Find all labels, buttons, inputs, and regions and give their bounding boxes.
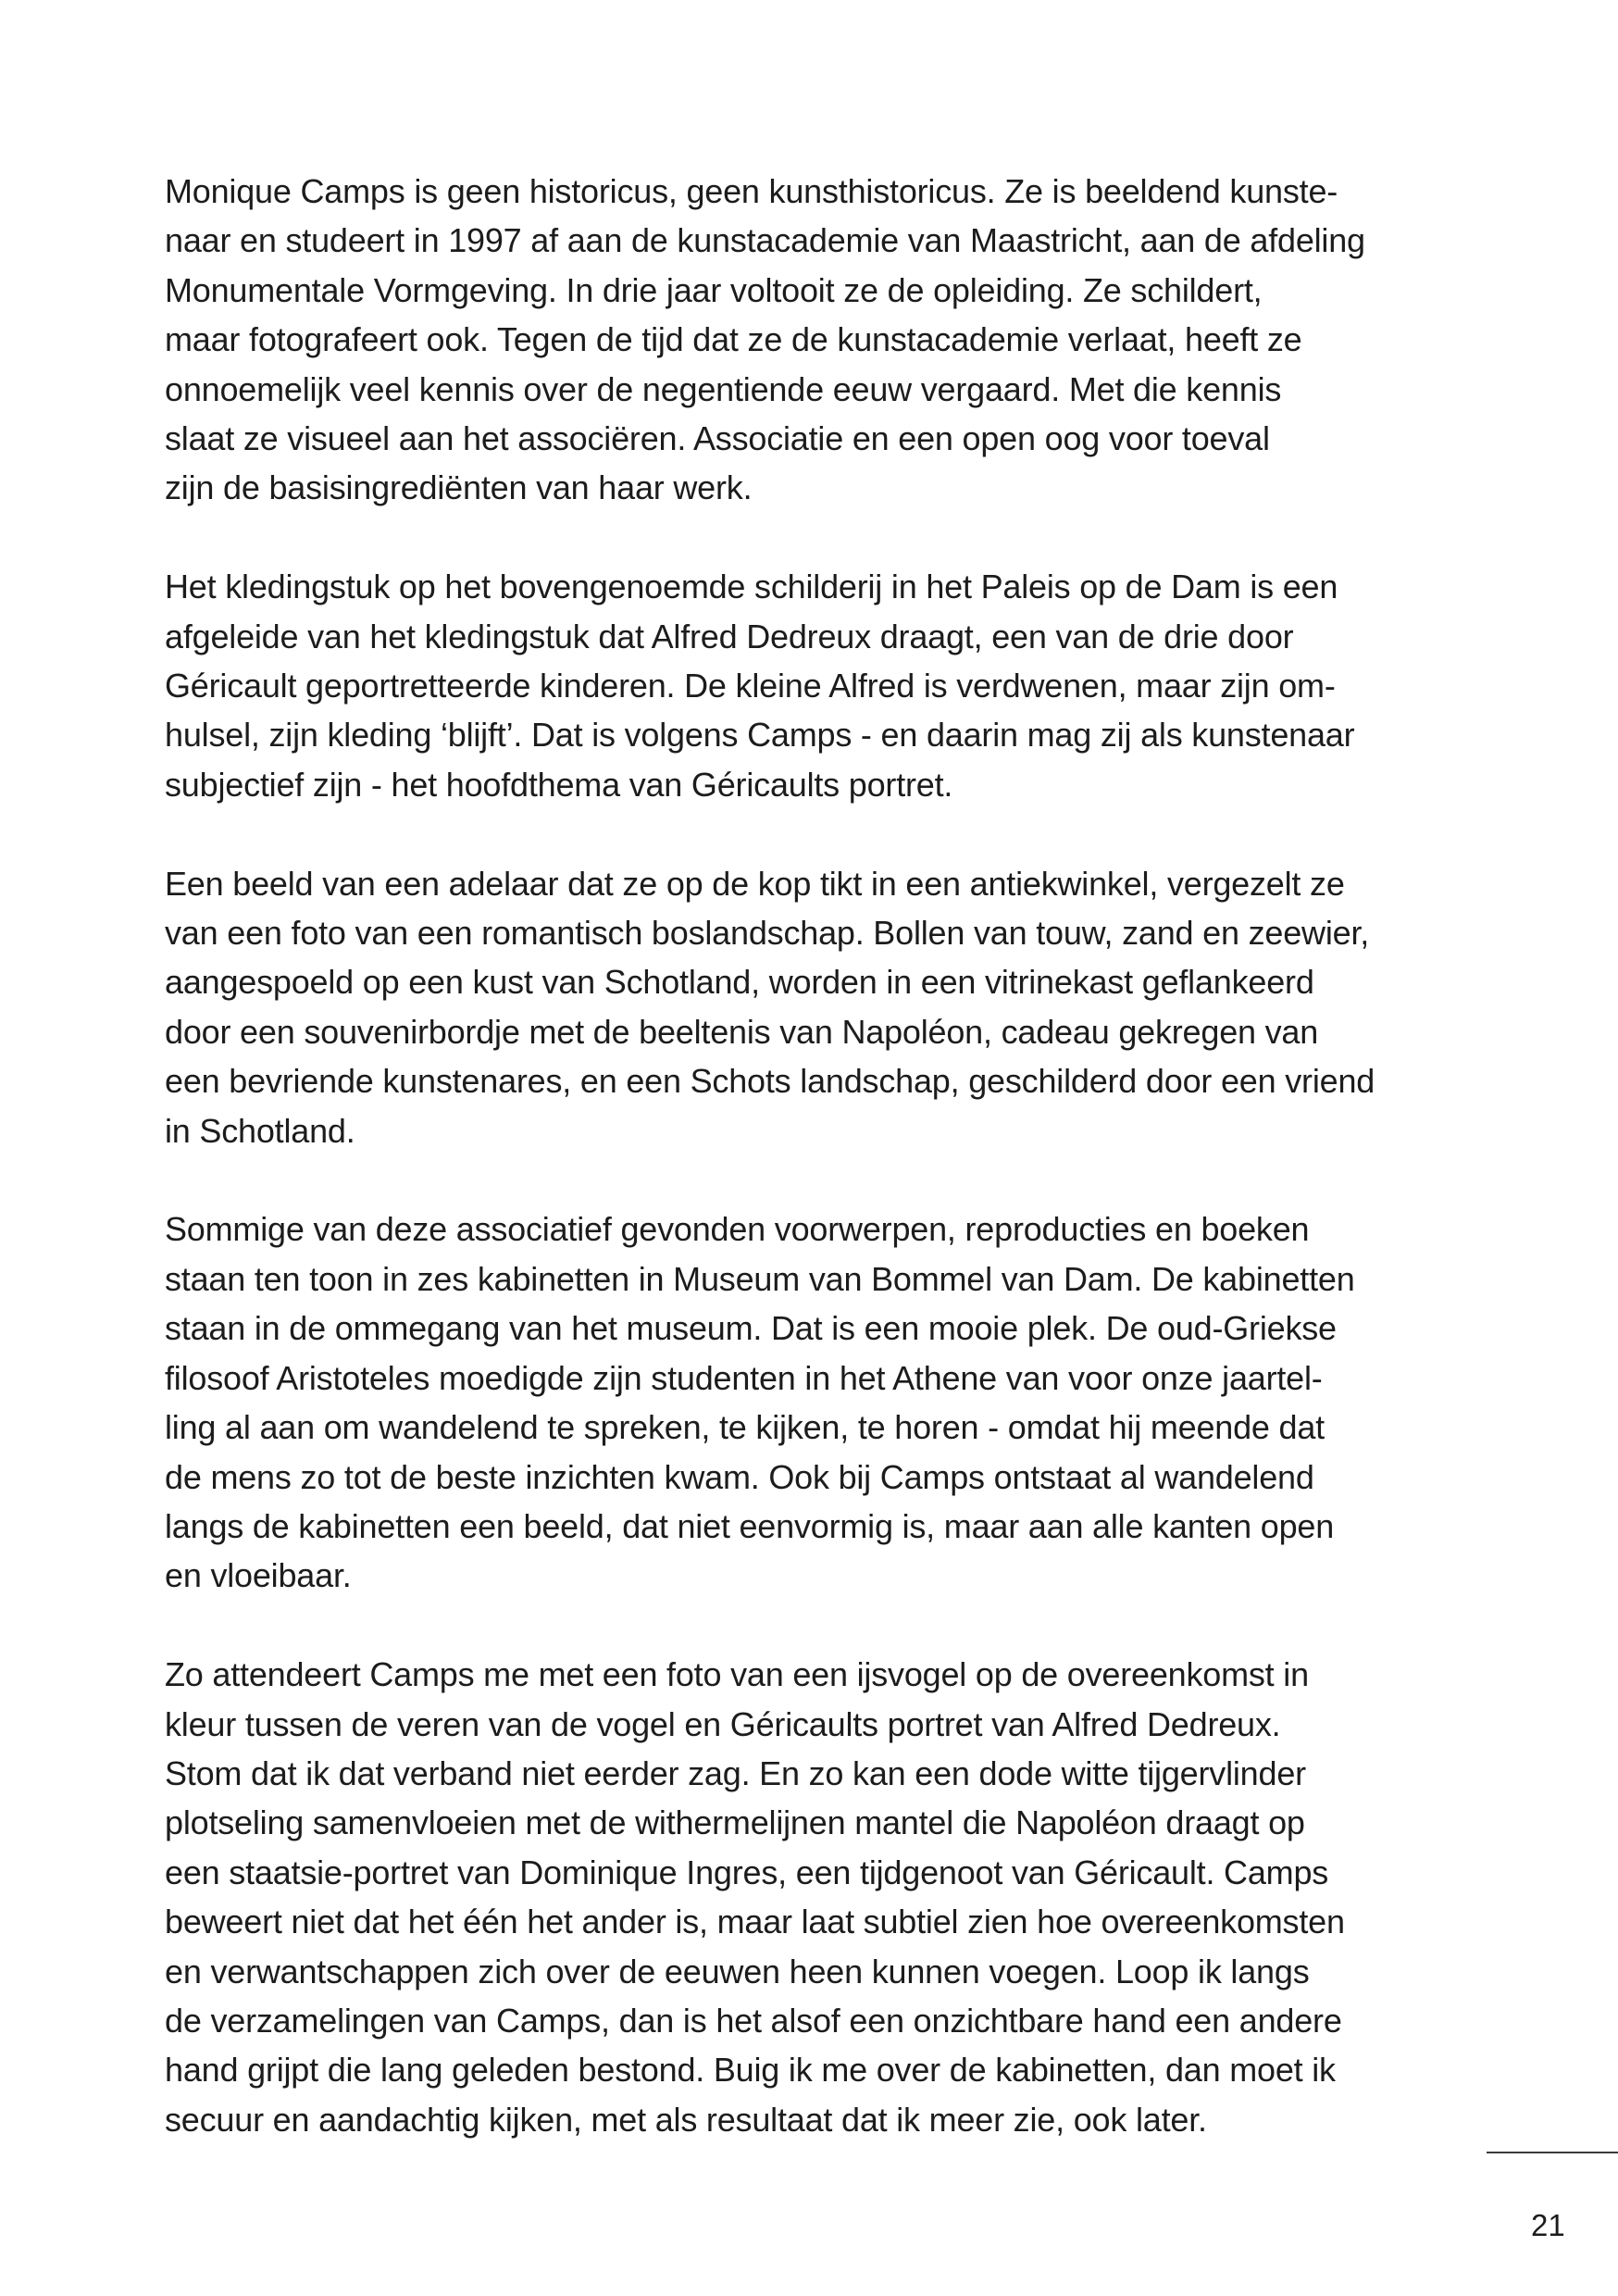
text-line: hulsel, zijn kleding ‘blijft’. Dat is volgens Camps - en daarin mag zij als kunstenaar <box>165 716 1355 755</box>
text-line: Géricault geportretteerde kinderen. De kleine Alfred is verdwenen, maar zijn om- <box>165 667 1336 705</box>
paragraph-3 <box>165 859 1461 1155</box>
text-line: plotseling samenvloeien met de withermelijnen mantel die Napoléon draagt op <box>165 1803 1305 1842</box>
text-line: Monique Camps is geen historicus, geen kunsthistoricus. Ze is beeldend kunste- <box>165 172 1338 210</box>
paragraph-5 <box>165 1650 1461 2144</box>
text-line: staan ten toon in zes kabinetten in Museum van Bommel van Dam. De kabinetten <box>165 1259 1355 1298</box>
text-line: door een souvenirbordje met de beeltenis van Napoléon, cadeau gekregen van <box>165 1012 1319 1051</box>
page-number-rule <box>1487 2152 1618 2153</box>
text-line: hand grijpt die lang geleden bestond. Buig ik me over de kabinetten, dan moet ik <box>165 2051 1336 2090</box>
text-line: naar en studeert in 1997 af aan de kunstacademie van Maastricht, aan de afdeling <box>165 221 1365 260</box>
text-line: staan in de ommegang van het museum. Dat is een mooie plek. De oud-Griekse <box>165 1309 1337 1348</box>
text-line: beweert niet dat het één het ander is, maar laat subtiel zien hoe overeenkomsten <box>165 1903 1345 1941</box>
text-line: een staatsie-portret van Dominique Ingres, een tijdgenoot van Géricault. Camps <box>165 1853 1329 1891</box>
text-line: secuur en aandachtig kijken, met als resultaat dat ik meer zie, ook later. <box>165 2100 1207 2139</box>
text-line: en vloeibaar. <box>165 1556 352 1595</box>
body-text <box>165 167 1461 2144</box>
text-line: maar fotografeert ook. Tegen de tijd dat ze de kunstacademie verlaat, heeft ze <box>165 320 1302 359</box>
text-line: slaat ze visueel aan het associëren. Associatie en een open oog voor toeval <box>165 419 1270 458</box>
text-line: in Schotland. <box>165 1111 355 1150</box>
text-line: Monumentale Vormgeving. In drie jaar voltooit ze de opleiding. Ze schildert, <box>165 270 1263 309</box>
text-line: langs de kabinetten een beeld, dat niet eenvormig is, maar aan alle kanten open <box>165 1506 1335 1545</box>
text-line: de verzamelingen van Camps, dan is het alsof een onzichtbare hand een andere <box>165 2001 1342 2040</box>
text-line: Stom dat ik dat verband niet eerder zag. En zo kan een dode witte tijgervlinder <box>165 1753 1306 1792</box>
text-line: Zo attendeert Camps me met een foto van een ijsvogel op de overeenkomst in <box>165 1655 1309 1694</box>
text-line: kleur tussen de veren van de vogel en Géricaults portret van Alfred Dedreux. <box>165 1704 1281 1743</box>
text-line: onnoemelijk veel kennis over de negentiende eeuw vergaard. Met die kennis <box>165 369 1282 408</box>
text-line: zijn de basisingrediënten van haar werk. <box>165 468 753 507</box>
text-line: afgeleide van het kledingstuk dat Alfred Dedreux draagt, een van de drie door <box>165 617 1294 655</box>
text-line: de mens zo tot de beste inzichten kwam. Ook bij Camps ontstaat al wandelend <box>165 1457 1314 1496</box>
text-line: een bevriende kunstenares, en een Schots landschap, geschilderd door een vriend <box>165 1062 1375 1101</box>
paragraph-2 <box>165 562 1461 809</box>
paragraph-1 <box>165 167 1461 513</box>
text-line: Het kledingstuk op het bovengenoemde schilderij in het Paleis op de Dam is een <box>165 568 1338 606</box>
paragraph-4 <box>165 1204 1461 1600</box>
text-line: Sommige van deze associatief gevonden voorwerpen, reproducties en boeken <box>165 1210 1310 1249</box>
text-line: van een foto van een romantisch boslandschap. Bollen van touw, zand en zeewier, <box>165 914 1370 953</box>
text-line: subjectief zijn - het hoofdthema van Géricaults portret. <box>165 765 953 804</box>
text-line: Een beeld van een adelaar dat ze op de kop tikt in een antiekwinkel, vergezelt ze <box>165 864 1345 903</box>
page-number: 21 <box>1531 2208 1565 2242</box>
text-line: filosoof Aristoteles moedigde zijn studenten in het Athene van voor onze jaartel- <box>165 1358 1323 1397</box>
text-line: aangespoeld op een kust van Schotland, worden in een vitrinekast geflankeerd <box>165 963 1314 1002</box>
text-line: en verwantschappen zich over de eeuwen heen kunnen voegen. Loop ik langs <box>165 1952 1310 1990</box>
text-line: ling al aan om wandelend te spreken, te kijken, te horen - omdat hij meende dat <box>165 1408 1325 1447</box>
